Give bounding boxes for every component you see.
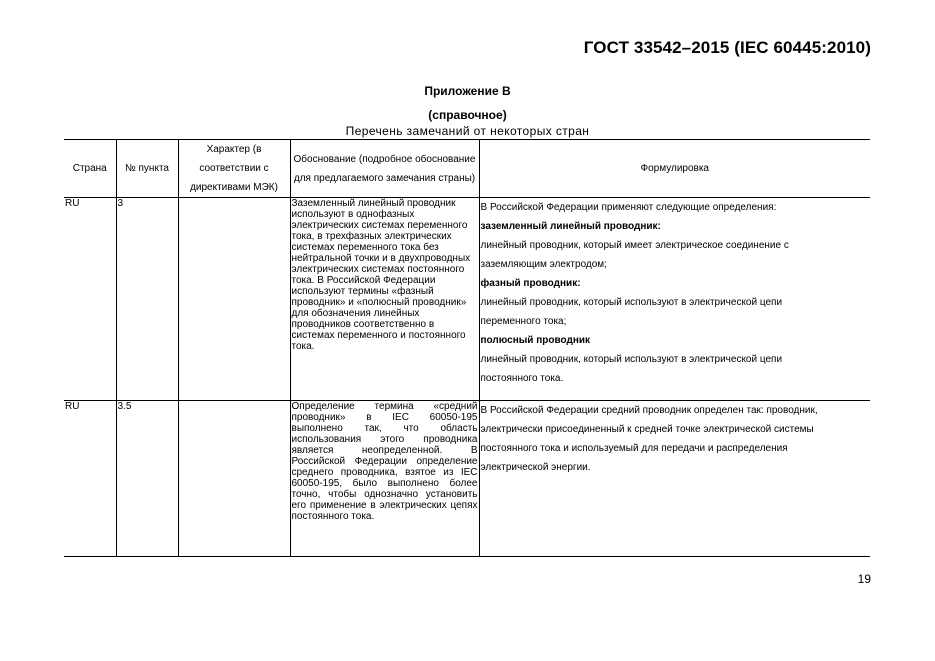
cell-nature bbox=[178, 401, 290, 557]
wording-line: постоянного тока и используемый для передачи и распределения bbox=[480, 443, 788, 454]
cell-wording bbox=[479, 401, 870, 557]
wording-line: линейный проводник, который используют в электрической цепи bbox=[480, 297, 783, 308]
cell-wording bbox=[479, 198, 870, 401]
appendix-title: Приложение В bbox=[424, 84, 511, 98]
wording-line: переменного тока; bbox=[480, 316, 567, 327]
wording-line: постоянного тока. bbox=[480, 373, 564, 384]
table-header-row bbox=[64, 140, 870, 198]
header-wording: Формулировка bbox=[479, 140, 870, 198]
header-country: Страна bbox=[64, 140, 116, 198]
wording-term: заземленный линейный проводник: bbox=[480, 221, 661, 232]
header-clause: № пункта bbox=[116, 140, 178, 198]
table-row bbox=[64, 198, 870, 401]
wording-line: линейный проводник, который имеет электрическое соединение с bbox=[480, 240, 789, 251]
cell-nature bbox=[178, 198, 290, 401]
header-justification: Обоснование (подробное обоснование для предлагаемого замечания страны) bbox=[290, 140, 479, 198]
wording-line: В Российской Федерации применяют следующие определения: bbox=[480, 202, 777, 213]
cell-clause: 3.5 bbox=[116, 401, 178, 557]
wording-term: фазный проводник: bbox=[480, 278, 581, 289]
cell-clause: 3 bbox=[116, 198, 178, 401]
page-number: 19 bbox=[857, 572, 871, 586]
wording-line: электрической энергии. bbox=[480, 462, 591, 473]
wording-line: электрически присоединенный к средней точке электрической системы bbox=[480, 424, 814, 435]
appendix-reference: (справочное) bbox=[428, 108, 507, 122]
cell-country: RU bbox=[64, 198, 116, 401]
wording-line: линейный проводник, который используют в электрической цепи bbox=[480, 354, 783, 365]
comments-table bbox=[64, 139, 870, 557]
wording-line: заземляющим электродом; bbox=[480, 259, 607, 270]
standard-code: ГОСТ 33542–2015 (IEC 60445:2010) bbox=[583, 38, 871, 57]
table-row bbox=[64, 401, 870, 557]
wording-term: полюсный проводник bbox=[480, 335, 591, 346]
header-nature: Характер (в соответствии с директивами МЭК) bbox=[178, 140, 290, 198]
cell-justification: Определение термина «средний проводник» в IEC 60050-195 выполнено так, что область использования этого проводника является неопределенной. В Российской Федерации определение среднего проводника, взятое из IEC 60050-195, было выполнено более точно, чтобы однозначно установить его применение в электрических цепях постоянного тока. bbox=[290, 401, 479, 557]
table-caption: Перечень замечаний от некоторых стран bbox=[345, 124, 590, 138]
cell-country: RU bbox=[64, 401, 116, 557]
cell-justification: Заземленный линейный проводник используют в однофазных электрических системах переменного тока, в трехфазных электрических системах переменного тока без нейтральной точки и в двухпроводных электрических системах постоянного тока. В Российской Федерации используют термины «фазный проводник» и «полюсный проводник» для обозначения линейных проводников соответственно в системах переменного и постоянного тока. bbox=[290, 198, 479, 401]
wording-line: В Российской Федерации средний проводник определен так: проводник, bbox=[480, 405, 818, 416]
